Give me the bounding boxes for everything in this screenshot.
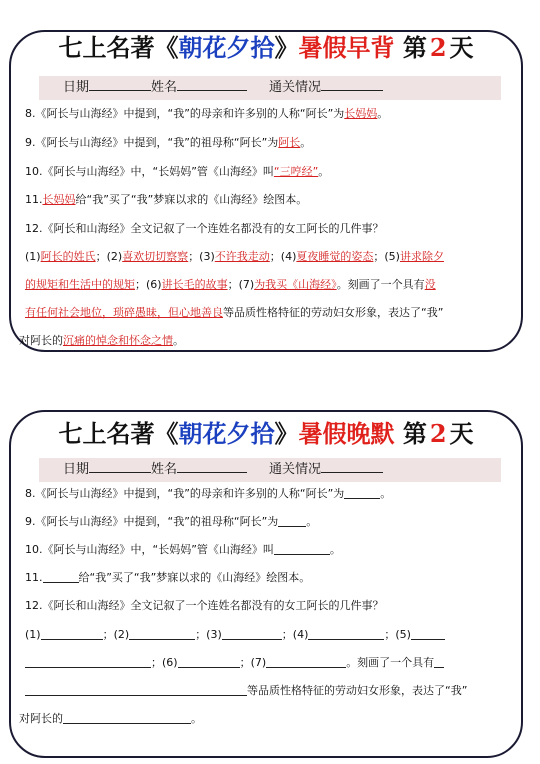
question-12: 12.《阿长和山海经》全文记叙了一个连姓名都没有的女工阿长的几件事？ [25,599,384,612]
day-prefix: 第 [402,419,427,448]
date-field[interactable] [89,76,151,91]
question-11: 11. 给“我”买了“我”梦寐以求的《山海经》绘图本。 [25,571,311,584]
question-12: 12.《阿长和山海经》全文记叙了一个连姓名都没有的女工阿长的几件事？ [25,222,384,235]
status-field[interactable] [321,76,383,91]
question-10: 10.《阿长与山海经》中，“长妈妈”管《山海经》叫 。 [25,543,341,556]
blank-line-4: 对阿长的 。 [19,712,202,725]
day-prefix: 第 [402,33,427,62]
blank[interactable] [25,655,151,668]
blank[interactable] [278,514,306,527]
question-8: 8.《阿长与山海经》中提到，“我”的母亲和许多别的人称“阿长”为长妈妈。 [25,107,389,120]
blank[interactable] [41,627,103,640]
answer: 长妈妈 [344,107,378,120]
title-prefix: 七上名著《 [58,419,179,448]
blank[interactable] [411,627,445,640]
blank[interactable] [129,627,195,640]
subtitle: 暑假晚默 [298,419,395,448]
name-field[interactable] [177,458,247,473]
answer-line-3: 有任何社会地位，琐碎愚昧，但心地善良等品质性格特征的劳动妇女形象，表达了“我” [25,306,444,319]
name-label: 姓名 [151,80,178,95]
answer-line-4: 对阿长的沉痛的悼念和怀念之情。 [19,334,184,347]
status-label: 通关情况 [269,80,322,95]
evening-dictation-card [9,410,523,758]
blank[interactable] [63,711,191,724]
blank[interactable] [178,655,240,668]
blank[interactable] [434,655,444,668]
book-title: 朝花夕拾 [178,419,275,448]
blank[interactable] [43,570,79,583]
card-title [11,414,521,449]
blank[interactable] [222,627,282,640]
title-prefix: 七上名著《 [58,33,179,62]
subtitle: 暑假早背 [298,33,395,62]
morning-recite-card [9,30,523,352]
question-8: 8.《阿长与山海经》中提到，“我”的母亲和许多别的人称“阿长”为 。 [25,487,392,500]
book-title: 朝花夕拾 [178,33,275,62]
date-field[interactable] [89,458,151,473]
card-title [11,28,521,63]
question-9: 9.《阿长与山海经》中提到，“我”的祖母称“阿长”为 。 [25,515,318,528]
answer-line-2: 的规矩和生活中的规矩；(6)讲长毛的故事；(7)为我买《山海经》。刻画了一个具有没 [25,278,436,291]
answer-line-1: (1)阿长的姓氏；(2)喜欢切切察察；(3)不许我走动；(4)夏夜睡觉的姿态；(5)讲求除夕 [25,250,444,263]
status-field[interactable] [321,458,383,473]
title-suffix: 》 [274,419,299,448]
blank[interactable] [344,486,380,499]
title-suffix: 》 [274,33,299,62]
blank[interactable] [274,542,330,555]
answer: “三哼经” [273,165,319,178]
blank-line-3: 等品质性格特征的劳动妇女形象，表达了“我” [25,683,515,699]
day-number: 2 [429,419,447,448]
question-10: 10.《阿长与山海经》中，“长妈妈”管《山海经》叫“三哼经”。 [25,165,330,178]
day-number: 2 [429,33,447,62]
day-suffix: 天 [449,33,474,62]
blank[interactable] [308,627,384,640]
blank[interactable] [266,655,346,668]
info-bar [39,76,501,100]
day-suffix: 天 [449,419,474,448]
blank-line-1: (1) ；(2) ；(3) ；(4) ；(5) [25,627,515,643]
name-field[interactable] [177,76,247,91]
blank-line-2: ；(6) ；(7) 。刻画了一个具有 [25,655,515,671]
question-11: 11.长妈妈给“我”买了“我”梦寐以求的《山海经》绘图本。 [25,193,308,206]
answer: 长妈妈 [42,193,76,206]
answer: 阿长 [278,136,301,149]
info-bar [39,458,501,482]
question-9: 9.《阿长与山海经》中提到，“我”的祖母称“阿长”为阿长。 [25,136,312,149]
name-label: 姓名 [151,462,178,477]
date-label: 日期 [63,80,90,95]
blank[interactable] [25,683,247,696]
status-label: 通关情况 [269,462,322,477]
date-label: 日期 [63,462,90,477]
